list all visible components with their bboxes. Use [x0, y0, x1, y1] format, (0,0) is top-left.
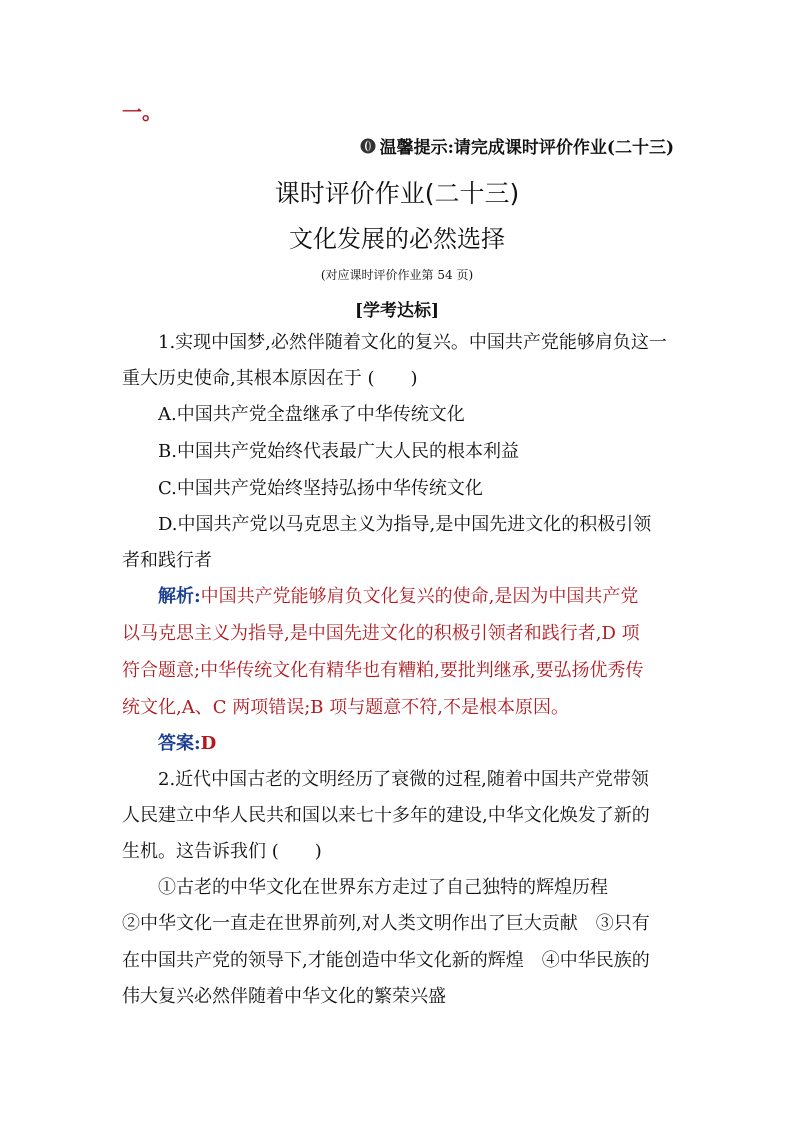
page-reference: (对应课时评价作业第 54 页) [320, 268, 474, 282]
tip-text: 温馨提示:请完成课时评价作业(二十三) [379, 138, 674, 158]
q1-analysis-line4: 统文化,A、C 两项错误;B 项与题意不符,不是根本原因。 [122, 697, 569, 718]
q2-stem-line2: 人民建立中华人民共和国以来七十多年的建设,中华文化焕发了新的 [122, 805, 650, 826]
section-heading: [学考达标] [354, 301, 440, 321]
q1-option-d: D.中国共产党以马克思主义为指导,是中国先进文化的积极引领 [158, 514, 652, 535]
analysis-text: 中国共产党能够肩负文化复兴的使命,是因为中国共产党 [200, 586, 639, 607]
answer-value: D [200, 733, 217, 754]
q2-choice-line3: 在中国共产党的领导下,才能创造中华文化新的辉煌 ④中华民族的 [122, 950, 650, 971]
tip-row [360, 133, 674, 158]
q2-choice-line4: 伟大复兴必然伴随着中华文化的繁荣兴盛 [122, 986, 446, 1007]
q1-analysis-line2: 以马克思主义为指导,是中国先进文化的积极引领者和践行者,D 项 [122, 623, 640, 644]
q1-option-d-continued: 者和践行者 [122, 550, 212, 571]
q1-option-b: B.中国共产党始终代表最广大人民的根本利益 [158, 441, 519, 462]
q1-option-a: A.中国共产党全盘继承了中华传统文化 [158, 404, 465, 425]
analysis-label: 解析: [158, 586, 201, 607]
q2-choice-line2: ②中华文化一直走在世界前列,对人类文明作出了巨大贡献 ③只有 [122, 913, 650, 934]
q1-stem-line1: 1.实现中国梦,必然伴随着文化的复兴。中国共产党能够肩负这一 [158, 332, 667, 353]
swirl-emblem-icon [360, 138, 376, 154]
q1-stem-line2: 重大历史使命,其根本原因在于 ( ) [122, 368, 418, 389]
answer-label: 答案: [158, 733, 201, 754]
q2-stem-line1: 2.近代中国古老的文明经历了衰微的过程,随着中国共产党带领 [158, 769, 649, 790]
page-title: 课时评价作业(二十三) [274, 179, 520, 208]
q1-analysis-line3: 符合题意;中华传统文化有精华也有糟粕,要批判继承,要弘扬优秀传 [122, 660, 644, 681]
q1-analysis-line1 [158, 586, 710, 608]
q1-answer [158, 733, 710, 755]
q1-option-c: C.中国共产党始终坚持弘扬中华传统文化 [158, 478, 483, 499]
leading-fragment: 一。 [122, 100, 162, 124]
page-subtitle: 文化发展的必然选择 [289, 225, 505, 253]
q2-choice-line1: ①古老的中华文化在世界东方走过了自己独特的辉煌历程 [158, 877, 608, 898]
q2-stem-line3: 生机。这告诉我们 ( ) [122, 841, 322, 862]
